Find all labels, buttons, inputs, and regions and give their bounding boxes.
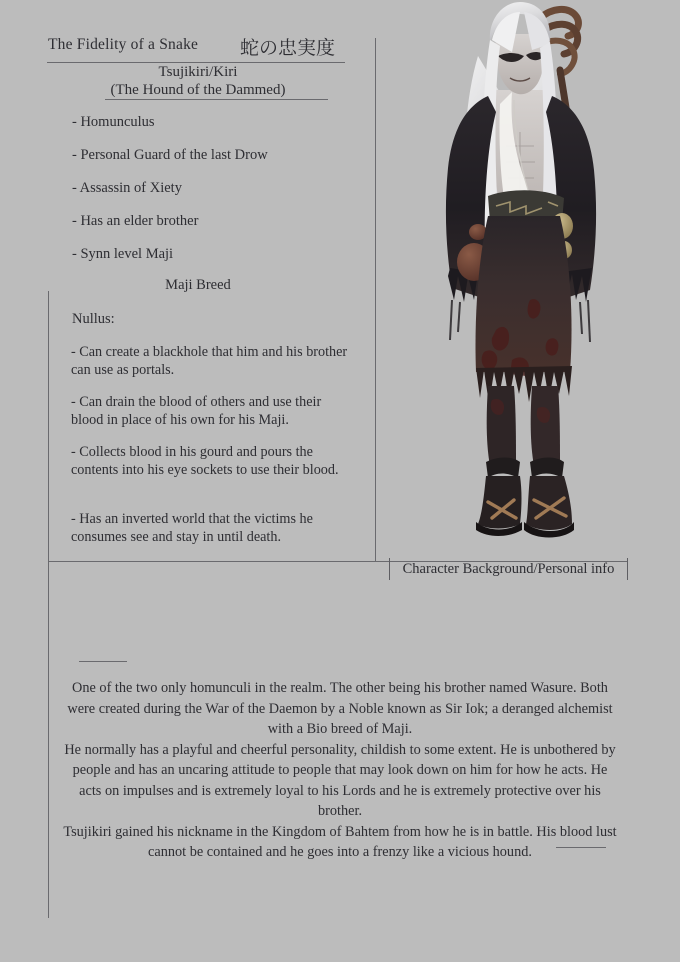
ability-item: - Can create a blackhole that him and his brother can use as portals. xyxy=(71,344,348,378)
character-name-block xyxy=(48,63,348,99)
maji-panel-right-border xyxy=(375,38,376,561)
backstory-paragraph: One of the two only homunculi in the realm. The other being his brother named Wasure. Both were created during the War of the Daemon by a Noble known as Sir Iok; a deranged alchemist with a Bio breed of Maji. xyxy=(67,680,613,737)
name-underline xyxy=(105,99,328,100)
backstory-top-rule xyxy=(79,661,127,662)
maji-breed-heading: Maji Breed xyxy=(165,277,231,293)
backstory-text xyxy=(62,678,618,863)
trait-item: - Assassin of Xiety xyxy=(72,180,182,196)
trait-item: - Has an elder brother xyxy=(72,213,199,229)
trait-item: - Personal Guard of the last Drow xyxy=(72,147,268,163)
ability-item: - Has an inverted world that the victims he consumes see and stay in until death. xyxy=(71,511,313,545)
ability-item: - Collects blood in his gourd and pours the contents into his eye sockets to use their blood. xyxy=(71,444,339,478)
character-name: Tsujikiri/Kiri xyxy=(158,64,238,80)
page-left-margin-line xyxy=(48,561,49,918)
character-illustration xyxy=(392,0,672,562)
maji-panel-left-border xyxy=(48,291,49,561)
backstory-paragraph: He normally has a playful and cheerful personality, childish to some extent. He is unbothered by people and has an uncaring attitude to people that may look down on him for how he acts. He acts on impulses and is extremely loyal to his Lords and he is extremely protective over his brother. xyxy=(64,741,616,819)
ability-item: - Can drain the blood of others and use their blood in place of his own for his Maji. xyxy=(71,394,322,428)
page-title-japanese: 蛇の忠実度 xyxy=(240,37,336,59)
trait-item: - Synn level Maji xyxy=(72,246,174,262)
backstory-bottom-rule xyxy=(556,847,606,848)
maji-type-label: Nullus: xyxy=(72,311,115,327)
character-epithet: (The Hound of the Dammed) xyxy=(110,82,286,98)
backstory-paragraph: Tsujikiri gained his nickname in the Kingdom of Bahtem from how he is in battle. His blood lust cannot be contained and he goes into a frenzy like a vicious hound. xyxy=(63,823,617,860)
title-row xyxy=(48,36,348,60)
page-title-english: The Fidelity of a Snake xyxy=(48,36,199,53)
background-section-label: Character Background/Personal info xyxy=(389,558,628,580)
trait-item: - Homunculus xyxy=(72,114,155,130)
